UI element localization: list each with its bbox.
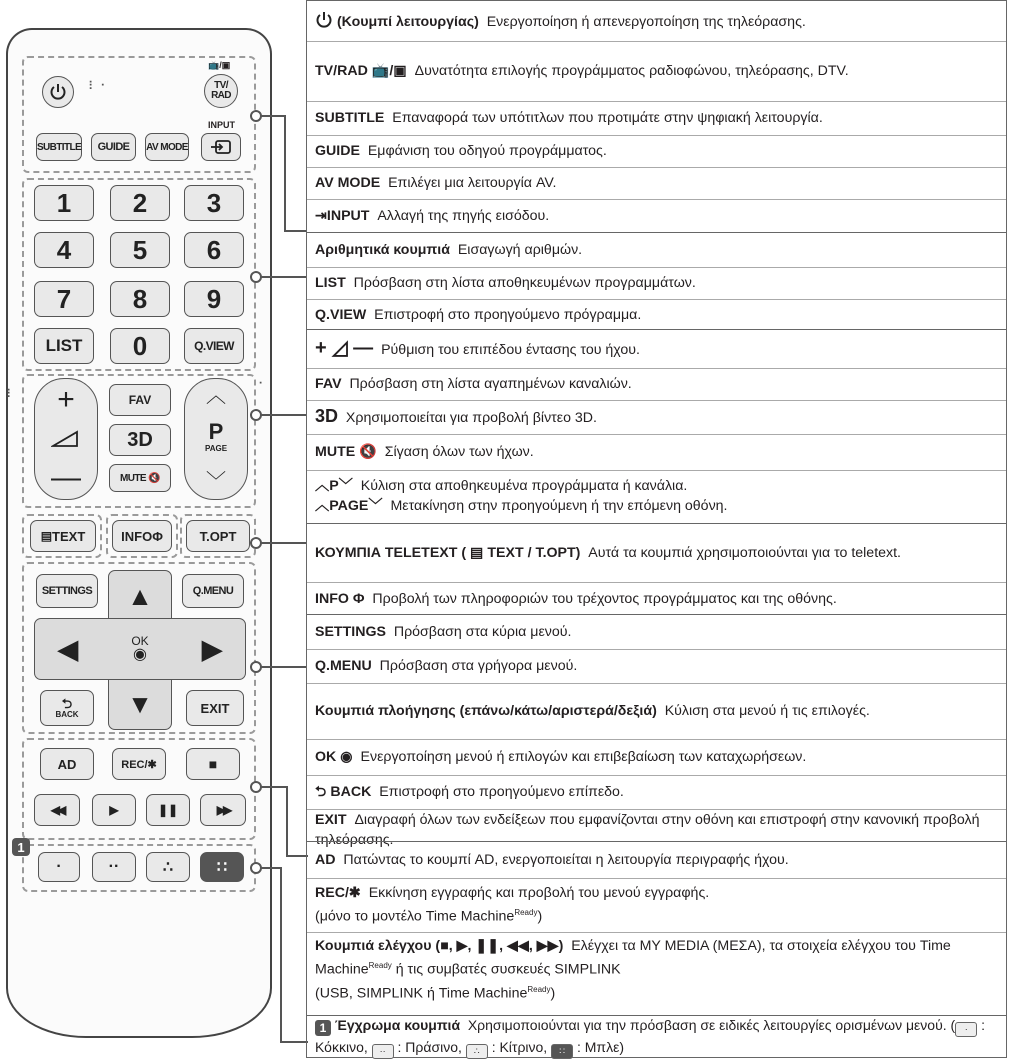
section-color — [307, 1015, 1006, 1057]
color-badge: 1 — [315, 1020, 331, 1036]
desc-numbers — [307, 235, 1006, 265]
section-volume — [307, 329, 1006, 523]
text-button[interactable] — [30, 520, 96, 552]
blue-label: : Μπλε) — [576, 1039, 624, 1055]
list-title: LIST — [315, 274, 346, 291]
ctrl-text-b: ή τις συμβατές συσκευές SIMPLINK — [395, 961, 621, 978]
power-icon — [49, 83, 67, 101]
number-button-9[interactable]: 9 — [184, 281, 244, 317]
tactile-dots: ⠇ ⠂ — [88, 79, 109, 93]
color-text: Χρησιμοποιούνται για την πρόσβαση σε ειδικές λειτουργίες ορισμένων μενού. ( — [467, 1017, 956, 1033]
volume-icons: + ◿ — — [315, 337, 374, 359]
number-button-2[interactable]: 2 — [110, 185, 170, 221]
desc-program — [307, 470, 1006, 522]
qmenu-text: Πρόσβαση στα γρήγορα μενού. — [379, 657, 578, 674]
desc-3d — [307, 400, 1006, 432]
tvrad-title: TV/RAD — [315, 62, 368, 79]
qview-title: Q.VIEW — [315, 306, 367, 323]
down-arrow-icon: ▼ — [127, 688, 153, 719]
desc-avmode — [307, 167, 1006, 197]
text-icon: ▤ — [470, 545, 484, 561]
teletext-title-a: ΚΟΥΜΠΙΑ TELETEXT ( — [315, 545, 467, 561]
chevron-down-icon-2: ﹀ — [368, 498, 383, 514]
right-arrow-icon: ▶ — [202, 633, 222, 664]
rewind-button[interactable] — [34, 794, 80, 826]
play-icon: ▶ — [109, 803, 119, 817]
p-title: P — [329, 478, 339, 494]
input-title: INPUT — [326, 207, 370, 224]
down-arrow-button[interactable] — [116, 684, 164, 724]
desc-power — [307, 3, 1006, 39]
power-text: Ενεργοποίηση ή απενεργοποίηση της τηλεόρασης. — [486, 13, 806, 30]
info-icon: Φ — [352, 590, 365, 607]
info-icon: Φ — [152, 528, 163, 544]
volume-rocker[interactable] — [34, 378, 98, 500]
desc-list — [307, 267, 1006, 297]
power-title: (Κουμπί λειτουργίας) — [336, 13, 479, 30]
section-playback — [307, 841, 1006, 1015]
3d-icon: 3D — [315, 405, 339, 426]
back-icon: ⮌ — [61, 695, 73, 711]
desc-exit — [307, 809, 1006, 848]
ok-icon: ◉ — [340, 748, 353, 765]
fast-forward-icon: ▶▶ — [216, 803, 230, 817]
yellow-dots-icon: ∴ — [466, 1044, 488, 1059]
ok-button[interactable] — [118, 624, 162, 674]
info-text: Προβολή των πληροφοριών του τρέχοντος προγράμματος και της οθόνης. — [372, 590, 837, 607]
rec-note-sup: Ready — [514, 907, 538, 917]
play-button[interactable] — [92, 794, 136, 826]
desc-color — [307, 1017, 1006, 1057]
list-button[interactable]: LIST — [34, 328, 94, 364]
subtitle-title: SUBTITLE — [315, 109, 385, 126]
number-button-5[interactable]: 5 — [110, 232, 170, 268]
avmode-button[interactable]: AV MODE — [145, 133, 189, 161]
fav-title: FAV — [315, 375, 342, 392]
settings-title: SETTINGS — [315, 624, 386, 640]
number-button-4[interactable]: 4 — [34, 232, 94, 268]
back-title: BACK — [330, 783, 372, 800]
chevron-down-icon: ﹀ — [206, 471, 226, 494]
desc-controls: Κουμπιά ελέγχου (■, ▶, ❚❚, ◀◀, ▶▶) Ελέγχει τα MY MEDIA (ΜΕΣΑ), τα στοιχεία ελέγχου του Time Machine$^{Ready}$ ή τις συμβατές συσκευές SIMPLINK (USB, SIMPLINK ή Time Machine$^{Ready}$) — [307, 932, 1006, 1006]
stop-icon: ■ — [208, 756, 218, 772]
rec-note-b: ) — [537, 908, 543, 925]
page-title: PAGE — [329, 498, 369, 514]
avmode-text: Επιλέγει μια λειτουργία AV. — [388, 174, 557, 191]
color-title: Έγχρωμα κουμπιά — [334, 1017, 461, 1033]
blue-dots-icon: ∷ — [551, 1044, 573, 1059]
tactile-dots-left: ⠇ — [6, 387, 15, 401]
right-arrow-button[interactable] — [186, 626, 238, 672]
exit-text: Διαγραφή όλων των ενδείξεων που εμφανίζονται στην οθόνη και επιστροφή στην κανονική προβολή τηλεόρασης. — [315, 812, 980, 848]
green-dots-icon: ·· — [108, 858, 120, 875]
red-dot-icon: · — [955, 1022, 977, 1037]
ok-title: OK — [315, 748, 337, 765]
input-icon: ⇥ — [315, 207, 327, 224]
input-text: Αλλαγή της πηγής εισόδου. — [377, 207, 550, 224]
mute-button[interactable] — [109, 464, 171, 492]
mute-text: Σίγαση όλων των ήχων. — [384, 443, 534, 460]
exit-title: EXIT — [315, 812, 347, 828]
desc-input — [307, 199, 1006, 231]
pause-icon: ❚❚ — [157, 803, 179, 817]
page-label: PAGE — [204, 443, 228, 453]
left-arrow-icon: ◀ — [58, 633, 78, 664]
chevron-down-icon: ﹀ — [338, 478, 353, 494]
ctrl-symbols: ■, ▶, ❚❚, ◀◀, ▶▶ — [440, 937, 559, 954]
back-text: Επιστροφή στο προηγούμενο επίπεδο. — [379, 783, 624, 800]
color-badge: 1 — [12, 838, 30, 856]
blue-button[interactable] — [200, 852, 244, 882]
guide-button[interactable]: GUIDE — [91, 133, 136, 161]
chevron-up-icon: ︿ — [315, 478, 330, 494]
list-text: Πρόσβαση στη λίστα αποθηκευμένων προγραμμάτων. — [353, 274, 696, 291]
number-button-3[interactable]: 3 — [184, 185, 244, 221]
chevron-up-icon: ︿ — [206, 384, 226, 407]
program-label: P — [208, 418, 224, 444]
tactile-dots-right: ⠂ — [258, 377, 267, 391]
rec-text: Εκκίνηση εγγραφής και προβολή του μενού εγγραφής. — [368, 884, 710, 901]
red-button[interactable] — [38, 852, 80, 882]
ok-text: Ενεργοποίηση μενού ή επιλογών και επιβεβαίωση των καταχωρήσεων. — [360, 748, 807, 765]
chevron-up-icon-2: ︿ — [315, 498, 330, 514]
desc-back — [307, 775, 1006, 807]
input-icon — [210, 139, 232, 155]
desc-info — [307, 582, 1006, 614]
ok-icon: ◉ — [133, 646, 147, 663]
mute-label: MUTE — [120, 472, 146, 484]
up-arrow-button[interactable] — [116, 576, 164, 616]
desc-nav — [307, 683, 1006, 737]
power-button[interactable] — [42, 76, 74, 108]
desc-guide — [307, 135, 1006, 165]
rewind-icon: ◀◀ — [50, 803, 64, 817]
volume-down-icon: — — [51, 460, 81, 494]
number-button-1[interactable]: 1 — [34, 185, 94, 221]
qview-text: Επιστροφή στο προηγούμενο πρόγραμμα. — [374, 306, 642, 323]
desc-settings — [307, 617, 1006, 647]
info-title: INFO — [315, 590, 349, 607]
info-label: INFO — [121, 528, 153, 544]
desc-tvrad — [307, 41, 1006, 99]
desc-rec — [307, 878, 1006, 930]
back-button[interactable] — [40, 690, 94, 726]
mute-icon: 🔇 — [145, 472, 160, 484]
text-label: TEXT — [52, 528, 86, 544]
settings-button[interactable]: SETTINGS — [36, 574, 98, 608]
red-dot-icon: · — [56, 858, 62, 875]
teletext-text: Αυτά τα κουμπιά χρησιμοποιούνται για το teletext. — [588, 545, 902, 561]
nav-text: Κύλιση στα μενού ή τις επιλογές. — [664, 702, 870, 719]
number-button-6[interactable]: 6 — [184, 232, 244, 268]
yellow-label: : Κίτρινο, — [491, 1039, 548, 1055]
guide-text: Εμφάνιση του οδηγού προγράμματος. — [367, 142, 607, 159]
input-label: INPUT — [208, 120, 235, 130]
fav-text: Πρόσβαση στη λίστα αγαπημένων καναλιών. — [349, 375, 632, 392]
subtitle-text: Επαναφορά των υπότιτλων που προτιμάτε στην ψηφιακή λειτουργία. — [392, 109, 823, 126]
yellow-dots-icon: ∴ — [162, 859, 174, 876]
ctrl-title: Κουμπιά ελέγχου ( — [315, 937, 441, 954]
volume-up-icon: + — [57, 383, 75, 417]
input-button[interactable] — [201, 133, 241, 161]
section-numbers — [307, 232, 1006, 329]
yellow-button[interactable] — [146, 852, 190, 882]
section-top — [307, 1, 1006, 232]
numbers-text: Εισαγωγή αριθμών. — [457, 242, 583, 258]
fav-button[interactable]: FAV — [109, 384, 171, 416]
qmenu-button[interactable]: Q.MENU — [182, 574, 244, 608]
p-text: Κύλιση στα αποθηκευμένα προγράμματα ή κανάλια. — [360, 478, 688, 494]
green-button[interactable] — [92, 852, 136, 882]
exit-button[interactable]: EXIT — [186, 690, 244, 726]
fast-forward-button[interactable] — [200, 794, 246, 826]
nav-title: Κουμπιά πλοήγησης (επάνω/κάτω/αριστερά/δεξιά) — [315, 702, 657, 719]
ctrl-text-c: (USB, SIMPLINK ή Time Machine — [315, 985, 528, 1002]
desc-qview — [307, 299, 1006, 329]
guide-title: GUIDE — [315, 142, 360, 159]
mute-icon: 🔇 — [359, 443, 377, 460]
red-label: : Κόκκινο, — [315, 1017, 985, 1055]
number-button-7[interactable]: 7 — [34, 281, 94, 317]
pause-button[interactable] — [146, 794, 190, 826]
description-table — [306, 0, 1007, 1058]
desc-mute — [307, 434, 1006, 468]
ad-title: AD — [315, 852, 336, 868]
up-arrow-icon: ▲ — [127, 580, 153, 611]
subtitle-button[interactable]: SUBTITLE — [36, 133, 82, 161]
ad-text: Πατώντας το κουμπί AD, ενεργοποιείται η λειτουργία περιγραφής ήχου. — [343, 852, 789, 868]
blue-dots-icon: ∷ — [216, 859, 228, 876]
rec-title: REC/✱ — [315, 884, 361, 901]
number-button-8[interactable]: 8 — [110, 281, 170, 317]
qmenu-title: Q.MENU — [315, 657, 372, 674]
ad-button[interactable]: AD — [40, 748, 94, 780]
tvrad-button[interactable]: TV/ RAD — [204, 74, 238, 108]
tvrad-icon: 📺/▣ — [208, 60, 231, 70]
stop-button[interactable] — [186, 748, 240, 780]
power-icon — [315, 11, 333, 29]
left-arrow-button[interactable] — [42, 626, 94, 672]
ok-label: OK — [131, 634, 149, 648]
desc-volume — [307, 332, 1006, 366]
rec-note-a: (μόνο το μοντέλο Time Machine — [315, 908, 515, 925]
teletext-title-b: TEXT / T.OPT) — [487, 545, 581, 561]
tvrad-icon: 📺/▣ — [371, 62, 407, 79]
page-text: Μετακίνηση στην προηγούμενη ή την επόμενη οθόνη. — [390, 498, 728, 514]
desc-fav — [307, 368, 1006, 398]
qview-button[interactable]: Q.VIEW — [184, 328, 244, 364]
threed-text: Χρησιμοποιείται για προβολή βίντεο 3D. — [345, 409, 597, 426]
ctrl-text-d: ) — [550, 985, 556, 1002]
rec-button[interactable]: REC/✱ — [112, 748, 166, 780]
number-button-0[interactable]: 0 — [110, 328, 170, 364]
ctrl-text-a: Ελέγχει τα MY MEDIA (ΜΕΣΑ), τα στοιχεία ελέγχου του Time Machine — [315, 937, 951, 978]
settings-text: Πρόσβαση στα κύρια μενού. — [393, 624, 572, 640]
numbers-title: Αριθμητικά κουμπιά — [315, 242, 450, 258]
3d-button[interactable]: 3D — [109, 424, 171, 456]
desc-teletext — [307, 526, 1006, 580]
back-icon: ⮌ — [315, 783, 327, 800]
back-label: BACK — [55, 709, 79, 719]
section-teletext — [307, 523, 1006, 614]
desc-subtitle — [307, 101, 1006, 133]
green-dots-icon: ·· — [372, 1044, 394, 1059]
text-icon: ▤ — [40, 529, 53, 543]
desc-qmenu — [307, 649, 1006, 681]
desc-ok — [307, 739, 1006, 773]
section-navigation — [307, 614, 1006, 848]
avmode-title: AV MODE — [315, 174, 381, 191]
remote-control-illustration — [0, 0, 300, 1062]
mute-title: MUTE — [315, 443, 356, 460]
program-rocker[interactable] — [184, 378, 248, 500]
info-button[interactable] — [112, 520, 172, 552]
desc-ad — [307, 844, 1006, 876]
tvrad-text: Δυνατότητα επιλογής προγράμματος ραδιοφώνου, τηλεόρασης, DTV. — [414, 62, 849, 79]
topt-button[interactable]: T.OPT — [186, 520, 250, 552]
volume-text: Ρύθμιση του επιπέδου έντασης του ήχου. — [381, 342, 640, 358]
green-label: : Πράσινο, — [397, 1039, 462, 1055]
ctrl-close: ) — [558, 937, 564, 954]
volume-icon — [51, 430, 81, 448]
